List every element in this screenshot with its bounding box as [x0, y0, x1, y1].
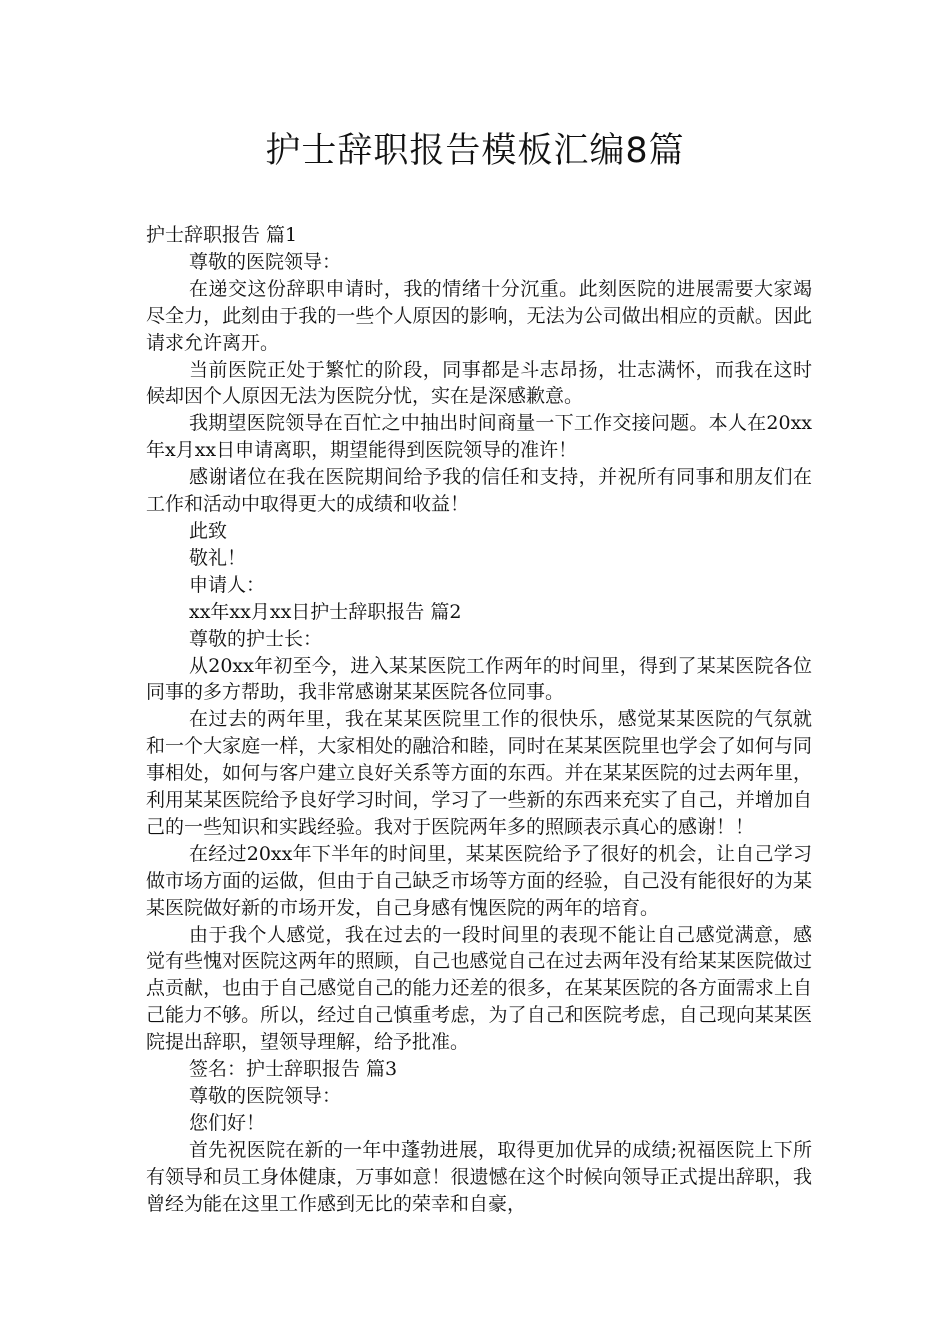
body-paragraph: 敬礼！	[189, 546, 247, 569]
body-paragraph: 从20xx年初至今，进入某某医院工作两年的时间里，得到了某某医院各位同事的多方帮助，我非常感谢某某医院各位同事。	[146, 654, 812, 704]
body-paragraph: 我期望医院领导在百忙之中抽出时间商量一下工作交接问题。本人在20xx年x月xx日申请离职，期望能得到医院领导的准许！	[146, 412, 812, 462]
body-paragraph: 在经过20xx年下半年的时间里，某某医院给予了很好的机会，让自己学习做市场方面的运做，但由于自己缺乏市场等方面的经验，自己没有能很好的为某某医院做好新的市场开发，自己身感有愧医院的两年的培育。	[146, 842, 812, 919]
body-paragraph: 尊敬的医院领导：	[189, 250, 342, 273]
body-paragraph: 首先祝医院在新的一年中蓬勃进展，取得更加优异的成绩;祝福医院上下所有领导和员工身体健康，万事如意！很遗憾在这个时候向领导正式提出辞职，我曾经为能在这里工作感到无比的荣幸和自豪，	[146, 1138, 812, 1215]
body-paragraph: 在过去的两年里，我在某某医院里工作的很快乐，感觉某某医院的气氛就和一个大家庭一样，大家相处的融洽和睦，同时在某某医院里也学会了如何与同事相处，如何与客户建立良好关系等方面的东西。并在某某医院的过去两年里，利用某某医院给予良好学习时间，学习了一些新的东西来充实了自己，并增加自己的一些知识和实践经验。我对于医院两年多的照顾表示真心的感谢！！	[146, 708, 812, 838]
body-paragraph: 申请人：	[189, 573, 266, 596]
body-paragraph: 您们好！	[189, 1111, 266, 1134]
document-title: 护士辞职报告模板汇编8篇	[265, 131, 685, 171]
document-body	[146, 222, 812, 1218]
body-paragraph: 此致	[189, 519, 228, 542]
body-paragraph: 由于我个人感觉，我在过去的一段时间里的表现不能让自己感觉满意，感觉有些愧对医院这两年的照顾，自己也感觉自己在过去两年没有给某某医院做过点贡献，也由于自己感觉自己的能力还差的很多，在某某医院的各方面需求上自己能力不够。所以，经过自己慎重考虑，为了自己和医院考虑，自己现向某某医院提出辞职，望领导理解，给予批准。	[146, 923, 812, 1054]
body-paragraph: 尊敬的医院领导：	[189, 1085, 342, 1107]
body-paragraph: 尊敬的护士长：	[189, 627, 323, 650]
body-paragraph: 当前医院正处于繁忙的阶段，同事都是斗志昂扬，壮志满怀，而我在这时候却因个人原因无法为医院分忧，实在是深感歉意。	[146, 358, 812, 408]
body-paragraph: 感谢诸位在我在医院期间给予我的信任和支持，并祝所有同事和朋友们在工作和活动中取得更大的成绩和收益！	[146, 466, 812, 516]
body-paragraph: 在递交这份辞职申请时，我的情绪十分沉重。此刻医院的进展需要大家竭尽全力，此刻由于我的一些个人原因的影响，无法为公司做出相应的贡献。因此请求允许离开。	[146, 277, 812, 354]
section-heading: 护士辞职报告 篇1	[146, 224, 298, 246]
body-paragraph: 签名：护士辞职报告 篇3	[189, 1058, 398, 1081]
body-paragraph: xx年xx月xx日护士辞职报告 篇2	[189, 600, 462, 623]
